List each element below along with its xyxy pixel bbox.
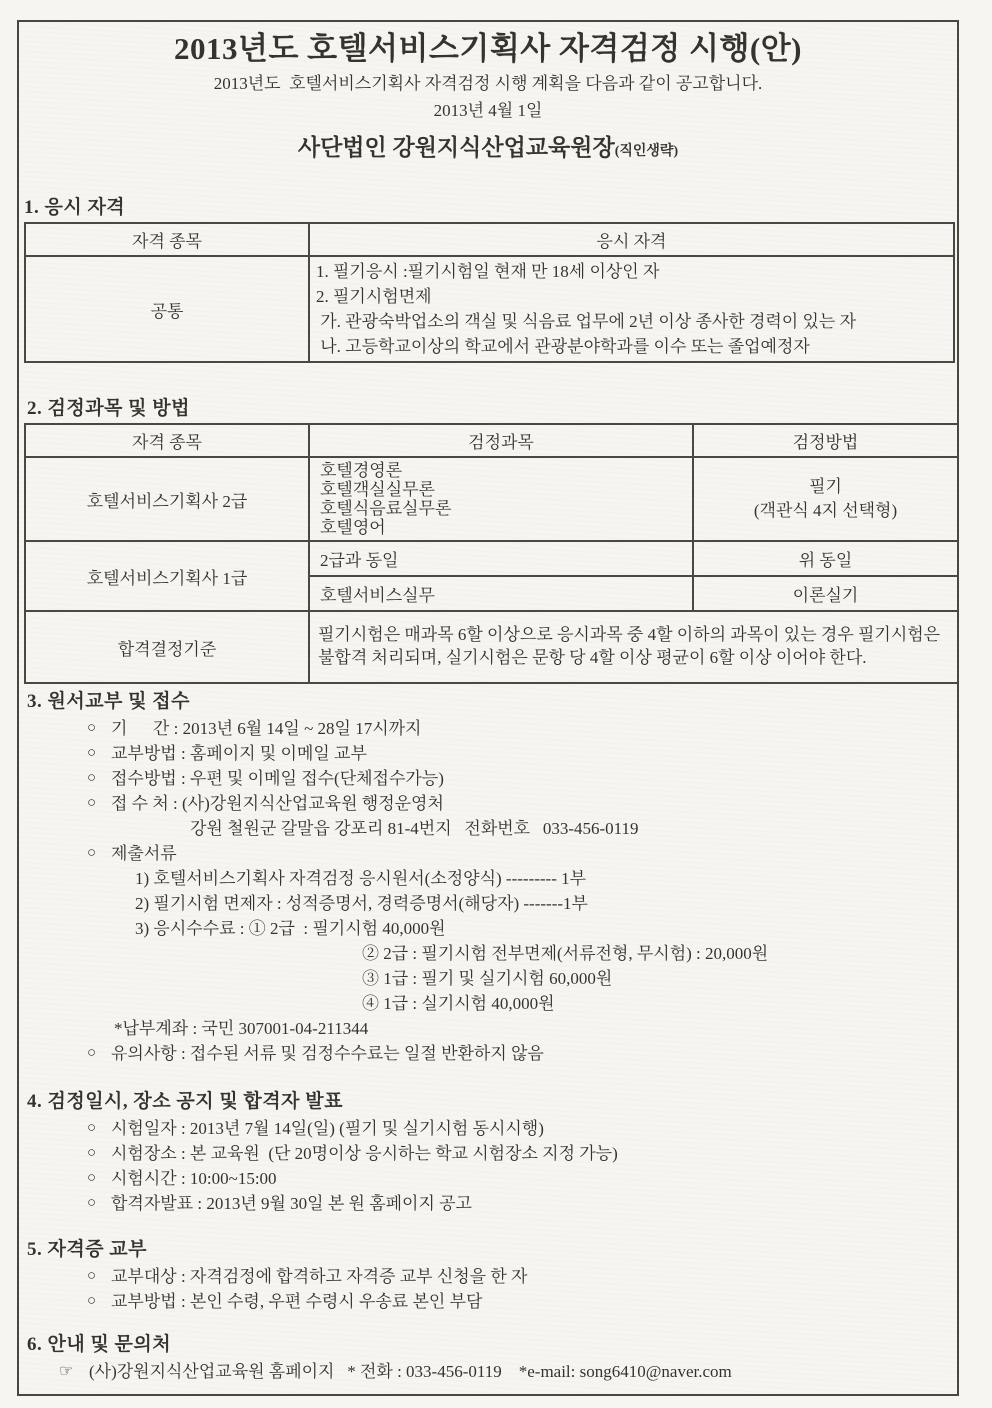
list-item-documents-label	[87, 841, 957, 866]
circle-bullet-icon: ○	[87, 1120, 97, 1136]
list-item-text: 교부대상 : 자격검정에 합격하고 자격증 교부 신청을 한 자	[111, 1267, 528, 1286]
requirement-line: 1. 필기응시 :필기시험일 현재 만 18세 이상인 자	[316, 262, 660, 281]
list-item-period	[87, 716, 957, 741]
list-item-exam-time	[87, 1166, 957, 1191]
list-item-text: 접 수 처 : (사)강원지식산업교육원 행정운영처	[111, 794, 444, 813]
requirement-line: 2. 필기시험면제	[316, 287, 432, 306]
circle-bullet-icon: ○	[87, 745, 97, 761]
section4-heading: 4. 검정일시, 장소 공지 및 합격자 발표	[27, 1091, 343, 1112]
subjects-col-subject: 검정과목	[309, 424, 693, 457]
eligibility-table	[24, 222, 955, 363]
list-item-text: 1) 호텔서비스기획사 자격검정 응시원서(소정양식) --------- 1부	[135, 869, 587, 888]
subject-line: 호텔경영론	[320, 461, 403, 480]
section1-heading: 1. 응시 자격	[24, 197, 126, 218]
page-subtitle: 2013년도 호텔서비스기획사 자격검정 시행 계획을 다음과 같이 공고합니다.	[213, 74, 763, 93]
subjects-col-type: 자격 종목	[25, 424, 309, 457]
list-item-fee-3	[362, 991, 957, 1016]
section2-heading: 2. 검정과목 및 방법	[27, 398, 190, 419]
subject-line: 호텔객실실무론	[320, 480, 435, 499]
eligibility-row-label: 공통	[25, 256, 309, 362]
issuer-name: 사단법인 강원지식산업교육원장	[297, 135, 615, 160]
subjects-col-method: 검정방법	[693, 424, 958, 457]
grade2-method-cell	[693, 457, 958, 541]
list-item-text: 시험일자 : 2013년 7월 14일(일) (필기 및 실기시험 동시시행)	[111, 1119, 544, 1138]
list-item-text: 2) 필기시험 면제자 : 성적증명서, 경력증명서(해당자) -------1부	[135, 894, 588, 913]
subjects-table	[24, 423, 959, 684]
eligibility-col-type: 자격 종목	[25, 223, 309, 256]
grade1-method-1: 위 동일	[693, 541, 958, 576]
list-item-text: ④ 1급 : 실기시험 40,000원	[362, 994, 555, 1013]
contact-text: (사)강원지식산업교육원 홈페이지 * 전화 : 033-456-0119 *e-mail: song6410@naver.com	[89, 1362, 732, 1381]
circle-bullet-icon: ○	[87, 795, 97, 811]
list-item-fee-1	[362, 941, 957, 966]
subject-line: 호텔영어	[320, 518, 386, 537]
grade1-subject-1: 2급과 동일	[309, 541, 693, 576]
list-item-text: 교부방법 : 본인 수령, 우편 수령시 우송료 본인 부담	[111, 1292, 483, 1311]
table-row-grade1a	[25, 541, 958, 576]
list-item-text: 3) 응시수수료 : ① 2급 : 필기시험 40,000원	[135, 919, 446, 938]
list-item-exam-place	[87, 1141, 957, 1166]
circle-bullet-icon: ○	[87, 770, 97, 786]
grade2-label: 호텔서비스기획사 2급	[25, 457, 309, 541]
eligibility-requirements-cell	[309, 256, 954, 362]
eligibility-col-requirements: 응시 자격	[309, 223, 954, 256]
list-item-text: 시험시간 : 10:00~15:00	[111, 1169, 277, 1188]
list-item-fee-2	[362, 966, 957, 991]
page-title: 2013년도 호텔서비스기획사 자격검정 시행(안)	[174, 31, 802, 66]
list-item-text: 접수방법 : 우편 및 이메일 접수(단체접수가능)	[111, 769, 444, 788]
table-header-row	[25, 424, 958, 457]
method-line: (객관식 4지 선택형)	[753, 501, 898, 520]
list-item-text: 제출서류	[111, 844, 177, 863]
list-item-receive-method	[87, 766, 957, 791]
list-item-document-3	[135, 916, 957, 941]
table-row-grade2	[25, 457, 958, 541]
section3-heading: 3. 원서교부 및 접수	[27, 691, 190, 712]
pointer-hand-icon: ☞	[59, 1363, 74, 1380]
requirement-line: 나. 고등학교이상의 학교에서 관광분야학과를 이수 또는 졸업예정자	[316, 337, 810, 356]
issuer-line	[19, 132, 957, 167]
circle-bullet-icon: ○	[87, 1045, 97, 1061]
announcement-date: 2013년 4월 1일	[433, 101, 543, 120]
list-item-document-1	[135, 866, 957, 891]
requirement-line: 가. 관광숙박업소의 객실 및 식음료 업무에 2년 이상 종사한 경력이 있는 자	[316, 312, 856, 331]
table-row-criteria	[25, 611, 958, 683]
list-item-receive-office	[87, 791, 957, 816]
circle-bullet-icon: ○	[87, 1268, 97, 1284]
list-item-text: ③ 1급 : 필기 및 실기시험 60,000원	[362, 969, 613, 988]
list-item-office-address	[190, 816, 957, 841]
contact-line	[59, 1359, 957, 1384]
table-row	[25, 256, 954, 362]
method-line: 필기	[809, 477, 842, 496]
circle-bullet-icon: ○	[87, 1170, 97, 1186]
grade1-label: 호텔서비스기획사 1급	[25, 541, 309, 611]
document-page	[17, 20, 959, 1396]
grade1-subject-2: 호텔서비스실무	[309, 576, 693, 611]
list-item-payment-account	[114, 1016, 957, 1041]
section5-heading: 5. 자격증 교부	[27, 1239, 148, 1260]
list-item-text: 기 간 : 2013년 6월 14일 ~ 28일 17시까지	[111, 719, 422, 738]
circle-bullet-icon: ○	[87, 1195, 97, 1211]
grade2-subjects-cell	[309, 457, 693, 541]
subject-line: 호텔식음료실무론	[320, 499, 452, 518]
circle-bullet-icon: ○	[87, 1293, 97, 1309]
list-item-text: *납부계좌 : 국민 307001-04-211344	[114, 1019, 369, 1038]
list-item-result-announcement	[87, 1191, 957, 1216]
grade1-method-2: 이론실기	[693, 576, 958, 611]
list-item-issue-method	[87, 741, 957, 766]
list-item-text: 유의사항 : 접수된 서류 및 검정수수료는 일절 반환하지 않음	[111, 1044, 544, 1063]
list-item-text: ② 2급 : 필기시험 전부면제(서류전형, 무시험) : 20,000원	[362, 944, 769, 963]
circle-bullet-icon: ○	[87, 845, 97, 861]
criteria-text: 필기시험은 매과목 6할 이상으로 응시과목 중 4할 이하의 과목이 있는 경우 필기시험은 불합격 처리되며, 실기시험은 문항 당 4할 이상 평균이 6할 이상 이어야 한다.	[309, 611, 958, 683]
list-item-text: 교부방법 : 홈페이지 및 이메일 교부	[111, 744, 367, 763]
list-item-issue-way	[87, 1289, 957, 1314]
circle-bullet-icon: ○	[87, 720, 97, 736]
criteria-label: 합격결정기준	[25, 611, 309, 683]
table-header-row	[25, 223, 954, 256]
list-item-notice	[87, 1041, 957, 1066]
list-item-document-2	[135, 891, 957, 916]
list-item-issue-target	[87, 1264, 957, 1289]
list-item-text: 강원 철원군 갈말읍 강포리 81-4번지 전화번호 033-456-0119	[190, 819, 639, 838]
issuer-note: (직인생략)	[614, 144, 679, 159]
list-item-text: 시험장소 : 본 교육원 (단 20명이상 응시하는 학교 시험장소 지정 가능)	[111, 1144, 618, 1163]
list-item-exam-date	[87, 1116, 957, 1141]
section6-heading: 6. 안내 및 문의처	[27, 1334, 172, 1355]
list-item-text: 합격자발표 : 2013년 9월 30일 본 원 홈페이지 공고	[111, 1194, 472, 1213]
circle-bullet-icon: ○	[87, 1145, 97, 1161]
